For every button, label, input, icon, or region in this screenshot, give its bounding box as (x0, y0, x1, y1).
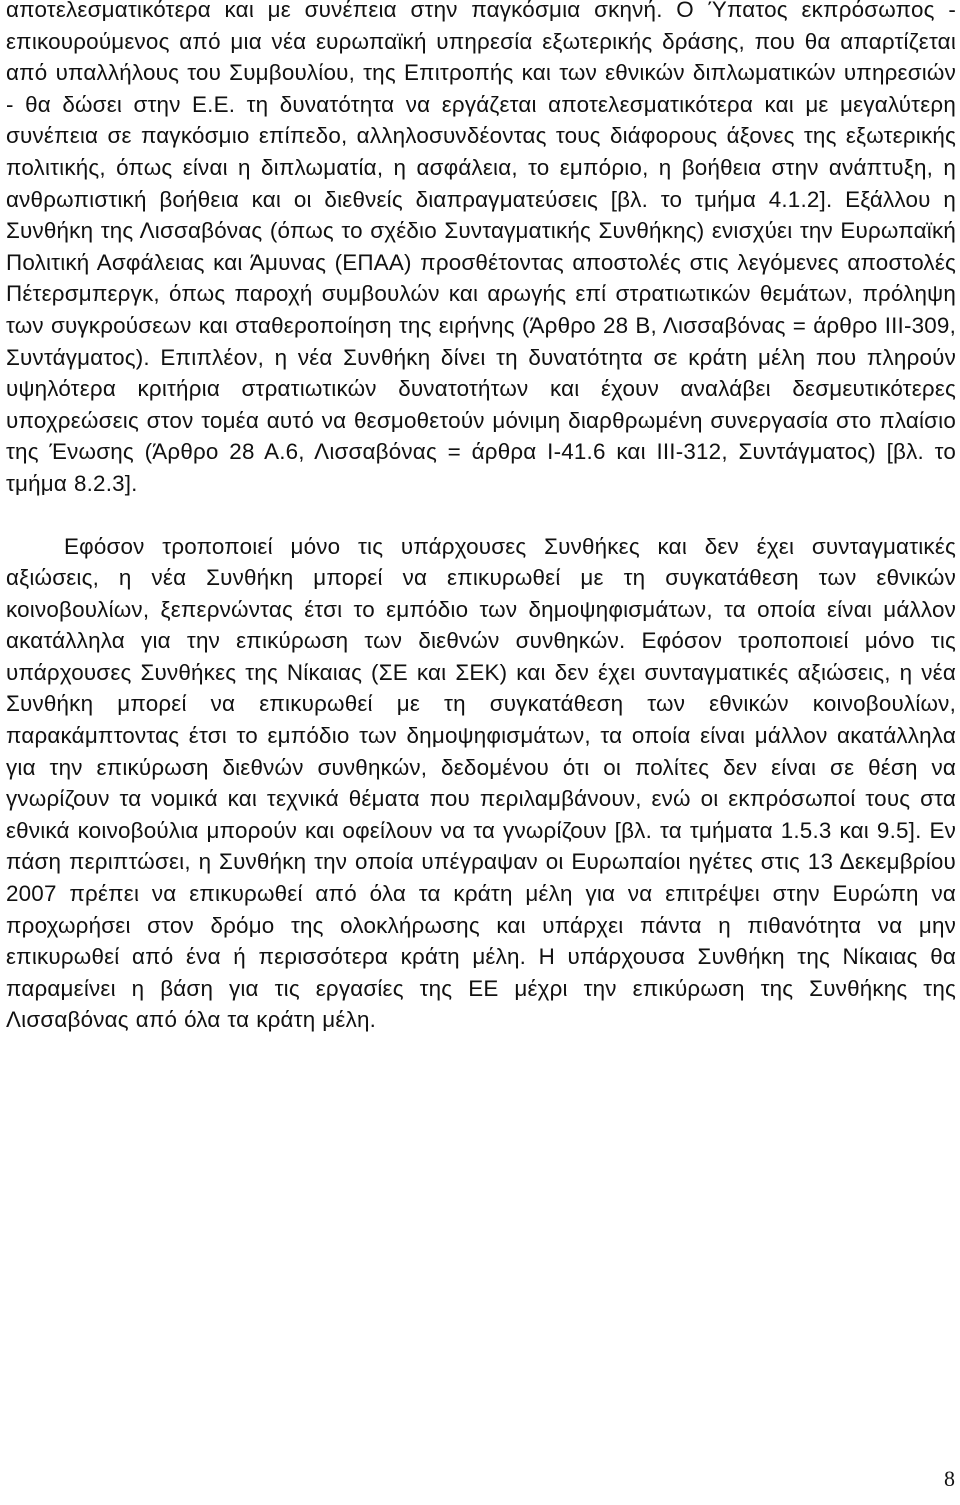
body-paragraph-1: αποτελεσματικότερα και με συνέπεια στην παγκόσμια σκηνή. Ο Ύπατος εκπρόσωπος - επικουρούμενος από μια νέα ευρωπαϊκή υπηρεσία εξωτερικής δράσης, που θα απαρτίζεται από υπαλλήλους του Συμβουλίου, της Επιτροπής και των εθνικών διπλωματικών υπηρεσιών - θα δώσει στην Ε.Ε. τη δυνατότητα να εργάζεται αποτελεσματικότερα και με μεγαλύτερη συνέπεια σε παγκόσμιο επίπεδο, αλληλοσυνδέοντας τους διάφορους άξονες της εξωτερικής πολιτικής, όπως είναι η διπλωματία, η ασφάλεια, το εμπόριο, η βοήθεια στην ανάπτυξη, η ανθρωπιστική βοήθεια και οι διεθνείς διαπραγματεύσεις [βλ. το τμήμα 4.1.2]. Εξάλλου η Συνθήκη της Λισσαβόνας (όπως το σχέδιο Συνταγματικής Συνθήκης) ενισχύει την Ευρωπαϊκή Πολιτική Ασφάλειας και Άμυνας (ΕΠΑΑ) προσθέτοντας αποστολές στις λεγόμενες αποστολές Πέτερσμπεργκ, όπως παροχή συμβουλών και αρωγής επί στρατιωτικών θεμάτων, πρόληψη των συγκρούσεων και σταθεροποίηση της ειρήνης (Άρθρο 28 Β, Λισσαβόνας = άρθρο ΙΙΙ-309, Συντάγματος). Επιπλέον, η νέα Συνθήκη δίνει τη δυνατότητα σε κράτη μέλη που πληρούν υψηλότερα κριτήρια στρατιωτικών δυνατοτήτων και έχουν αναλάβει δεσμευτικότερες υποχρεώσεις στον τομέα αυτό να θεσμοθετούν μόνιμη διαρθρωμένη συνεργασία στο πλαίσιο της Ένωσης (Άρθρο 28 Α.6, Λισσαβόνας = άρθρα Ι-41.6 και ΙΙΙ-312, Συντάγματος) [βλ. το τμήμα 8.2.3]. (6, 0, 956, 496)
body-paragraph-2: Εφόσον τροποποιεί μόνο τις υπάρχουσες Συνθήκες και δεν έχει συνταγματικές αξιώσεις, η νέα Συνθήκη μπορεί να επικυρωθεί με τη συγκατάθεση των εθνικών κοινοβουλίων, ξεπερνώντας έτσι το εμπόδιο των δημοψηφισμάτων, τα οποία είναι μάλλον ακατάλληλα για την επικύρωση των διεθνών συνθηκών. Εφόσον τροποποιεί μόνο τις υπάρχουσες Συνθήκες της Νίκαιας (ΣΕ και ΣΕΚ) και δεν έχει συνταγματικές αξιώσεις, η νέα Συνθήκη μπορεί να επικυρωθεί με τη συγκατάθεση των εθνικών κοινοβουλίων, παρακάμπτοντας έτσι το εμπόδιο των δημοψηφισμάτων, τα οποία είναι μάλλον ακατάλληλα για την επικύρωση διεθνών συνθηκών, δεδομένου ότι οι πολίτες δεν είναι σε θέση να γνωρίζουν τα νομικά και τεχνικά θέματα που περιλαμβάνουν, ενώ οι εκπρόσωποί τους στα εθνικά κοινοβούλια μπορούν και οφείλουν να τα γνωρίζουν [βλ. τα τμήματα 1.5.3 και 9.5]. Εν πάση περιπτώσει, η Συνθήκη την οποία υπέγραψαν οι Ευρωπαίοι ηγέτες στις 13 Δεκεμβρίου 2007 πρέπει να επικυρωθεί από όλα τα κράτη μέλη για να επιτρέψει στην Ευρώπη να προχωρήσει στον δρόμο της ολοκλήρωσης και υπάρχει πάντα η πιθανότητα να μην επικυρωθεί από ένα ή περισσότερα κράτη μέλη. Η υπάρχουσα Συνθήκη της Νίκαιας θα παραμείνει η βάση για τις εργασίες της ΕΕ μέχρι την επικύρωση της Συνθήκης της Λισσαβόνας από όλα τα κράτη μέλη. (6, 533, 956, 1033)
document-page (6, 0, 956, 1036)
page-number: 8 (944, 1466, 955, 1491)
